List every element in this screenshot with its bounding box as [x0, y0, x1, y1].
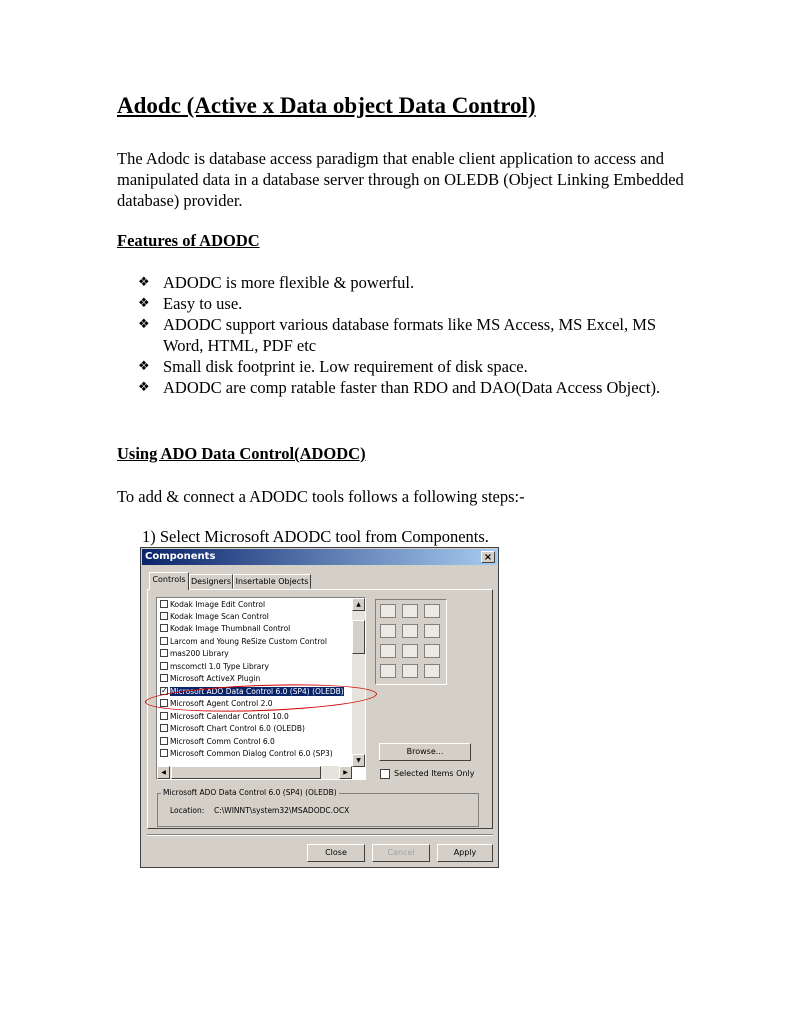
location-label: Location:: [170, 806, 205, 815]
dialog-titlebar[interactable]: [142, 549, 497, 565]
toolbox-icon: [424, 644, 440, 658]
toolbox-icon: [380, 644, 396, 658]
diamond-bullet-icon: ❖: [138, 380, 150, 395]
tab-insertable-objects[interactable]: Insertable Objects: [233, 574, 311, 589]
list-item[interactable]: mas200 Library: [160, 648, 229, 660]
diamond-bullet-icon: ❖: [138, 296, 150, 311]
checkbox-checked[interactable]: ✓: [161, 686, 168, 695]
selected-items-only-label: Selected Items Only: [394, 769, 475, 778]
scroll-down-icon[interactable]: ▼: [352, 754, 365, 767]
checkbox[interactable]: [160, 600, 168, 608]
list-item[interactable]: Microsoft Calendar Control 10.0: [160, 711, 289, 723]
feature-item: ❖ ADODC support various database formats like MS Access, MS Excel, MS Word, HTML, PDF etc: [138, 315, 657, 355]
toolbox-icon: [402, 624, 418, 638]
list-item[interactable]: Microsoft ActiveX Plugin: [160, 673, 260, 685]
using-heading: Using ADO Data Control(ADODC): [117, 444, 366, 463]
scroll-right-icon[interactable]: ▶: [339, 766, 352, 779]
checkbox[interactable]: [160, 724, 168, 732]
components-list[interactable]: [156, 597, 366, 780]
close-icon[interactable]: ×: [481, 551, 495, 563]
toolbox-icon: [402, 604, 418, 618]
scroll-thumb[interactable]: [352, 620, 365, 654]
intro-paragraph: The Adodc is database access paradigm that enable client application to access and manipulated data in a database server through on OLEDB (Object Linking Embedded database) provider.: [117, 149, 684, 210]
tab-designers[interactable]: Designers: [189, 574, 233, 589]
toolbox-icon: [424, 604, 440, 618]
checkbox[interactable]: [160, 612, 168, 620]
checkbox[interactable]: [160, 749, 168, 757]
apply-button[interactable]: Apply: [437, 844, 493, 862]
scroll-left-icon[interactable]: ◀: [157, 766, 170, 779]
toolbox-icon: [424, 624, 440, 638]
scroll-thumb-h[interactable]: [171, 766, 321, 779]
feature-item: ❖ Small disk footprint ie. Low requirement of disk space.: [138, 357, 528, 376]
list-item-selected[interactable]: ✓ Microsoft ADO Data Control 6.0 (SP4) (OLEDB): [161, 686, 344, 696]
divider: [147, 834, 493, 836]
tab-controls[interactable]: Controls: [149, 572, 189, 590]
toolbox-icon: [402, 644, 418, 658]
horizontal-scrollbar[interactable]: [157, 766, 352, 779]
checkbox[interactable]: [160, 712, 168, 720]
list-item[interactable]: mscomctl 1.0 Type Library: [160, 661, 269, 673]
step-1: 1) Select Microsoft ADODC tool from Components.: [142, 527, 489, 546]
scroll-up-icon[interactable]: ▲: [352, 598, 365, 611]
toolbox-preview: [375, 599, 447, 685]
list-item[interactable]: Kodak Image Edit Control: [160, 599, 265, 611]
diamond-bullet-icon: ❖: [138, 359, 150, 374]
steps-intro: To add & connect a ADODC tools follows a following steps:-: [117, 487, 525, 506]
diamond-bullet-icon: ❖: [138, 317, 150, 332]
close-button[interactable]: Close: [307, 844, 365, 862]
checkbox[interactable]: [160, 637, 168, 645]
list-item[interactable]: Kodak Image Scan Control: [160, 611, 269, 623]
toolbox-icon: [380, 664, 396, 678]
list-item[interactable]: Microsoft Common Dialog Control 6.0 (SP3): [160, 748, 333, 760]
cancel-button[interactable]: Cancel: [372, 844, 430, 862]
feature-item: ❖ Easy to use.: [138, 294, 243, 313]
toolbox-icon: [380, 624, 396, 638]
checkbox[interactable]: [160, 737, 168, 745]
features-list: [138, 272, 698, 398]
feature-item: ❖ ADODC are comp ratable faster than RDO and DAO(Data Access Object).: [138, 378, 661, 397]
diamond-bullet-icon: ❖: [138, 275, 150, 290]
page-title: Adodc (Active x Data object Data Control): [117, 93, 536, 118]
browse-button[interactable]: Browse...: [379, 743, 471, 761]
components-dialog: [140, 547, 499, 868]
features-heading: Features of ADODC: [117, 231, 260, 250]
selected-component-group: [157, 788, 479, 827]
location-value: C:\WINNT\system32\MSADODC.OCX: [214, 806, 350, 815]
list-item[interactable]: Microsoft Agent Control 2.0: [160, 698, 273, 710]
toolbox-icon: [380, 604, 396, 618]
checkbox[interactable]: [160, 674, 168, 682]
checkbox[interactable]: [160, 662, 168, 670]
toolbox-icon: [402, 664, 418, 678]
list-item[interactable]: Larcom and Young ReSize Custom Control: [160, 636, 327, 648]
feature-item: ❖ ADODC is more flexible & powerful.: [138, 273, 415, 292]
list-item[interactable]: Microsoft Chart Control 6.0 (OLEDB): [160, 723, 305, 735]
group-legend: Microsoft ADO Data Control 6.0 (SP4) (OLEDB): [163, 788, 337, 797]
selected-items-only-checkbox[interactable]: [380, 769, 390, 779]
vertical-scrollbar[interactable]: [352, 598, 365, 767]
checkbox[interactable]: [160, 649, 168, 657]
dialog-title: Components: [145, 551, 216, 562]
list-item[interactable]: Microsoft Comm Control 6.0: [160, 736, 275, 748]
checkbox[interactable]: [160, 624, 168, 632]
checkbox[interactable]: [160, 699, 168, 707]
list-item[interactable]: Kodak Image Thumbnail Control: [160, 623, 290, 635]
toolbox-icon: [424, 664, 440, 678]
